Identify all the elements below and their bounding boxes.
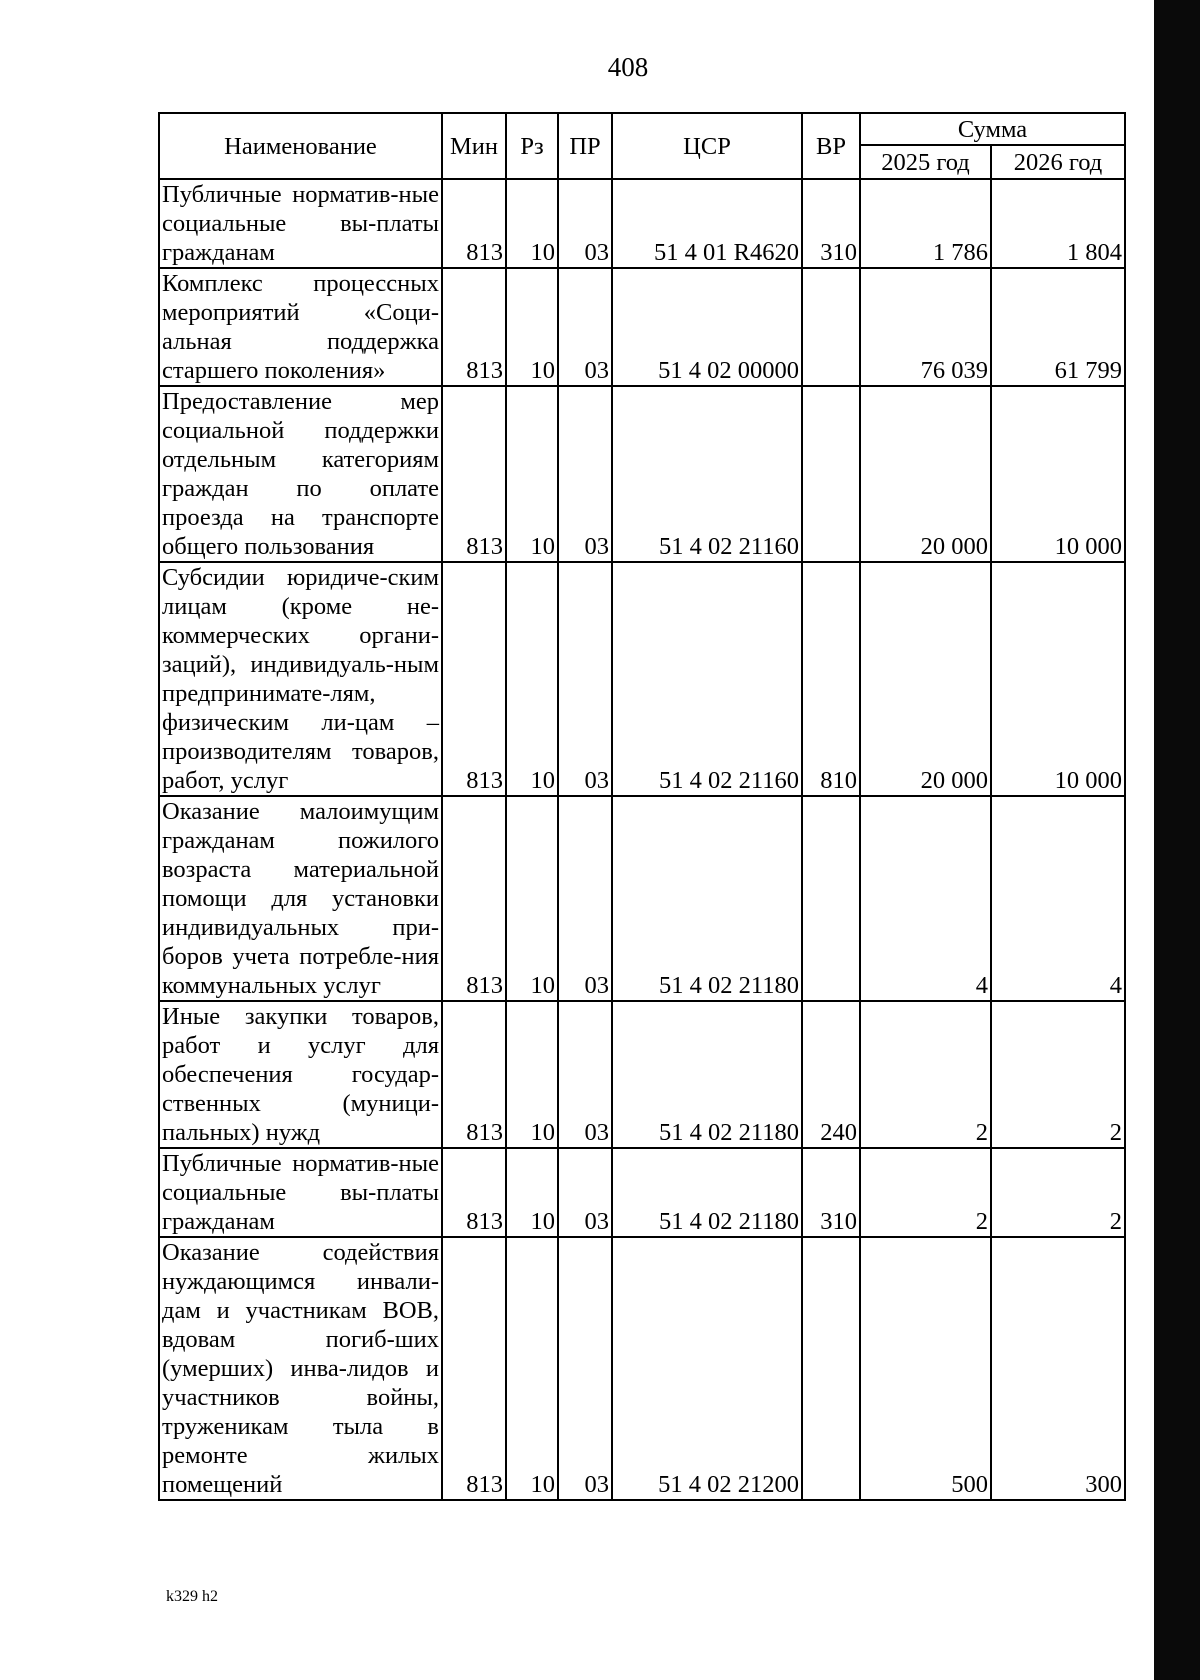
row-sum-2026: 4 bbox=[991, 796, 1125, 1001]
table-row bbox=[159, 562, 1125, 796]
row-csr: 51 4 02 21180 bbox=[612, 1001, 802, 1148]
row-pr: 03 bbox=[558, 1001, 612, 1148]
row-name: Оказание содействия нуждающимся инвали-дам и участникам ВОВ, вдовам погиб-ших (умерших) инва-лидов и участников войны, труженикам тыла в ремонте жилых помещений bbox=[159, 1237, 442, 1500]
header-row bbox=[159, 113, 1125, 145]
row-pr: 03 bbox=[558, 179, 612, 268]
row-min: 813 bbox=[442, 562, 506, 796]
row-sum-2025: 20 000 bbox=[860, 562, 991, 796]
row-min: 813 bbox=[442, 796, 506, 1001]
row-csr: 51 4 02 21180 bbox=[612, 796, 802, 1001]
row-sum-2026: 1 804 bbox=[991, 179, 1125, 268]
row-csr: 51 4 02 21180 bbox=[612, 1148, 802, 1237]
row-sum-2025: 2 bbox=[860, 1001, 991, 1148]
scan-dark-edge bbox=[1154, 0, 1200, 1680]
table-row bbox=[159, 179, 1125, 268]
table-row bbox=[159, 1148, 1125, 1237]
row-min: 813 bbox=[442, 268, 506, 386]
row-vr: 310 bbox=[802, 1148, 860, 1237]
row-vr bbox=[802, 268, 860, 386]
row-csr: 51 4 02 21160 bbox=[612, 386, 802, 562]
row-vr: 810 bbox=[802, 562, 860, 796]
row-sum-2025: 1 786 bbox=[860, 179, 991, 268]
row-sum-2026: 10 000 bbox=[991, 562, 1125, 796]
row-sum-2026: 2 bbox=[991, 1148, 1125, 1237]
row-vr bbox=[802, 386, 860, 562]
row-vr bbox=[802, 1237, 860, 1500]
header-name: Наименование bbox=[159, 113, 442, 179]
row-min: 813 bbox=[442, 386, 506, 562]
row-csr: 51 4 02 21200 bbox=[612, 1237, 802, 1500]
row-sum-2025: 2 bbox=[860, 1148, 991, 1237]
row-pr: 03 bbox=[558, 386, 612, 562]
row-sum-2026: 2 bbox=[991, 1001, 1125, 1148]
row-name: Комплекс процессных мероприятий «Соци-альная поддержка старшего поколения» bbox=[159, 268, 442, 386]
table-row bbox=[159, 268, 1125, 386]
row-pr: 03 bbox=[558, 268, 612, 386]
row-name: Субсидии юридиче-ским лицам (кроме не-коммерческих органи-заций), индивидуаль-ным предпринимате-лям, физическим ли-цам – производителям товаров, работ, услуг bbox=[159, 562, 442, 796]
header-sum: Сумма bbox=[860, 113, 1125, 145]
row-rz: 10 bbox=[506, 1001, 558, 1148]
row-rz: 10 bbox=[506, 562, 558, 796]
header-2026: 2026 год bbox=[991, 145, 1125, 179]
row-rz: 10 bbox=[506, 796, 558, 1001]
table-row bbox=[159, 386, 1125, 562]
row-csr: 51 4 02 00000 bbox=[612, 268, 802, 386]
row-sum-2025: 20 000 bbox=[860, 386, 991, 562]
table-row bbox=[159, 796, 1125, 1001]
table-row bbox=[159, 1001, 1125, 1148]
row-sum-2025: 4 bbox=[860, 796, 991, 1001]
row-min: 813 bbox=[442, 179, 506, 268]
header-csr: ЦСР bbox=[612, 113, 802, 179]
row-name: Публичные норматив-ные социальные вы-платы гражданам bbox=[159, 179, 442, 268]
row-sum-2026: 300 bbox=[991, 1237, 1125, 1500]
row-sum-2025: 500 bbox=[860, 1237, 991, 1500]
document-code: k329 h2 bbox=[166, 1588, 218, 1605]
row-sum-2026: 61 799 bbox=[991, 268, 1125, 386]
row-sum-2026: 10 000 bbox=[991, 386, 1125, 562]
row-name: Публичные норматив-ные социальные вы-платы гражданам bbox=[159, 1148, 442, 1237]
row-min: 813 bbox=[442, 1148, 506, 1237]
row-csr: 51 4 01 R4620 bbox=[612, 179, 802, 268]
header-min: Мин bbox=[442, 113, 506, 179]
row-csr: 51 4 02 21160 bbox=[612, 562, 802, 796]
row-name: Иные закупки товаров, работ и услуг для обеспечения государ-ственных (муници-пальных) нужд bbox=[159, 1001, 442, 1148]
row-rz: 10 bbox=[506, 1148, 558, 1237]
page-number: 408 bbox=[607, 52, 649, 82]
header-vr: ВР bbox=[802, 113, 860, 179]
row-pr: 03 bbox=[558, 796, 612, 1001]
row-rz: 10 bbox=[506, 268, 558, 386]
row-pr: 03 bbox=[558, 562, 612, 796]
row-rz: 10 bbox=[506, 179, 558, 268]
table-body bbox=[159, 179, 1125, 1500]
row-rz: 10 bbox=[506, 386, 558, 562]
budget-table bbox=[158, 112, 1126, 1501]
header-rz: Рз bbox=[506, 113, 558, 179]
row-vr: 240 bbox=[802, 1001, 860, 1148]
header-2025: 2025 год bbox=[860, 145, 991, 179]
row-pr: 03 bbox=[558, 1237, 612, 1500]
row-sum-2025: 76 039 bbox=[860, 268, 991, 386]
row-rz: 10 bbox=[506, 1237, 558, 1500]
table-row bbox=[159, 1237, 1125, 1500]
header-pr: ПР bbox=[558, 113, 612, 179]
row-vr: 310 bbox=[802, 179, 860, 268]
row-pr: 03 bbox=[558, 1148, 612, 1237]
row-name: Оказание малоимущим гражданам пожилого возраста материальной помощи для установки индивидуальных при-боров учета потребле-ния коммунальных услуг bbox=[159, 796, 442, 1001]
row-min: 813 bbox=[442, 1237, 506, 1500]
row-min: 813 bbox=[442, 1001, 506, 1148]
row-name: Предоставление мер социальной поддержки отдельным категориям граждан по оплате проезда на транспорте общего пользования bbox=[159, 386, 442, 562]
row-vr bbox=[802, 796, 860, 1001]
